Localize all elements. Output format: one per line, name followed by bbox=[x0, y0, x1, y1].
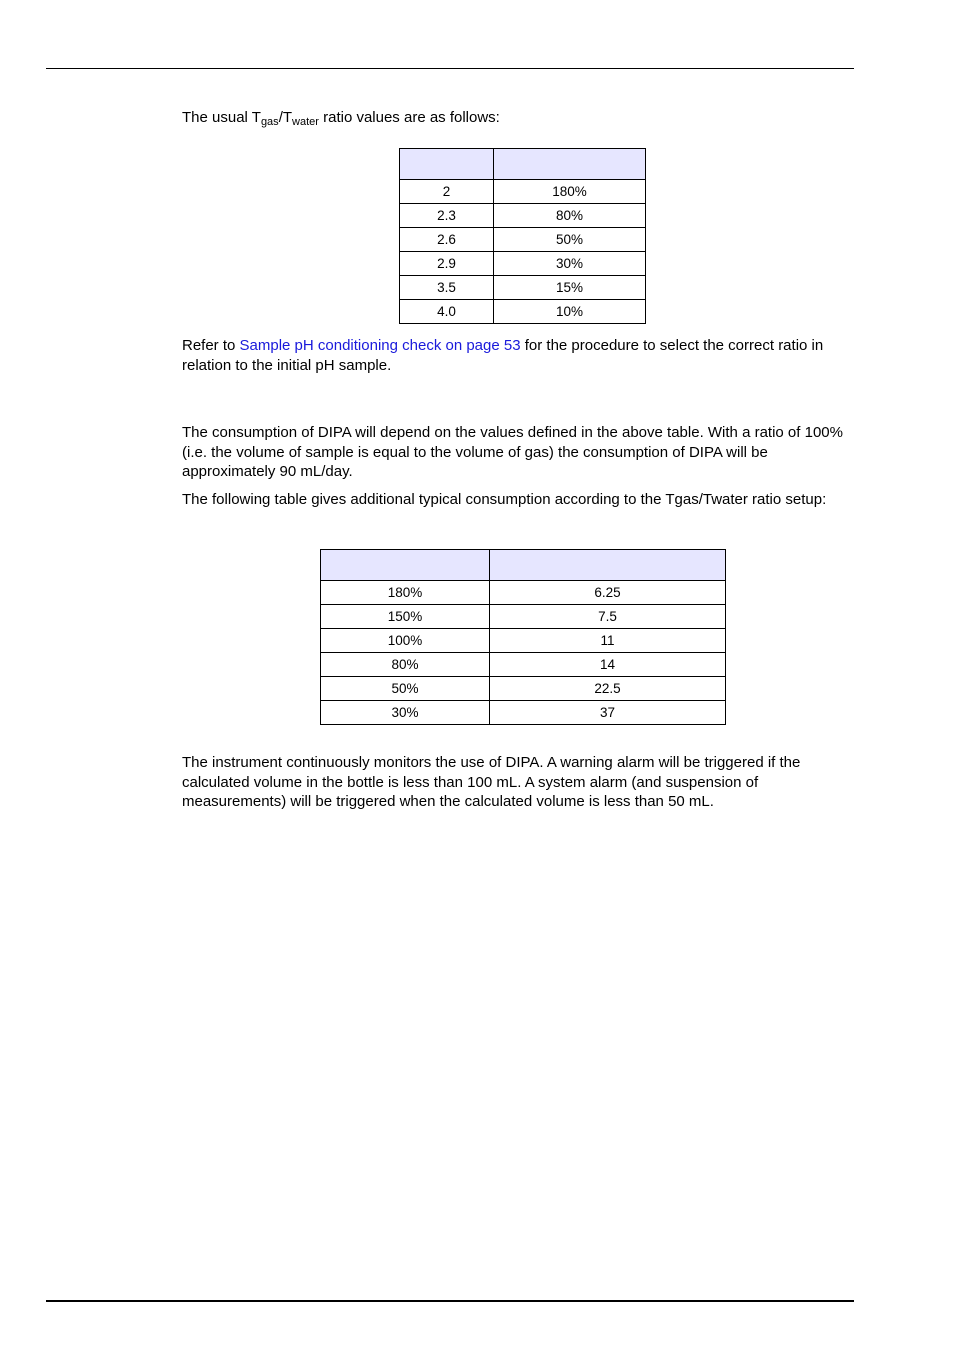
percent-cell: 10% bbox=[494, 300, 646, 324]
consumption-table-header-row bbox=[321, 550, 726, 581]
consumption-value-cell: 14 bbox=[490, 653, 726, 677]
consumption-table-header-1 bbox=[321, 550, 490, 581]
refer-paragraph bbox=[182, 336, 858, 375]
ratio-percent-cell: 50% bbox=[321, 677, 490, 701]
ratio-cell: 2 bbox=[400, 180, 494, 204]
ratio-table-header-2 bbox=[494, 149, 646, 180]
consumption-value-cell: 7.5 bbox=[490, 605, 726, 629]
table-row bbox=[400, 180, 646, 204]
table-row bbox=[400, 228, 646, 252]
table-row bbox=[321, 653, 726, 677]
ratio-intro-paragraph bbox=[182, 108, 858, 128]
sample-ph-conditioning-link[interactable]: Sample pH conditioning check on page 53 bbox=[239, 337, 521, 354]
consumption-value-cell: 11 bbox=[490, 629, 726, 653]
ratio-cell: 2.9 bbox=[400, 252, 494, 276]
table-row bbox=[321, 605, 726, 629]
ratio-cell: 3.5 bbox=[400, 276, 494, 300]
ratio-percent-cell: 150% bbox=[321, 605, 490, 629]
header-rule bbox=[46, 68, 854, 69]
consumption-table bbox=[320, 549, 726, 725]
table-row bbox=[400, 276, 646, 300]
percent-cell: 180% bbox=[494, 180, 646, 204]
alarm-paragraph: The instrument continuously monitors the use of DIPA. A warning alarm will be triggered if the calculated volume in the bottle is less than 100 mL. A system alarm (and suspension of measurements) will be triggered when the calculated volume is less than 50 mL. bbox=[182, 754, 801, 810]
table-row bbox=[321, 677, 726, 701]
ratio-percent-cell: 100% bbox=[321, 629, 490, 653]
intro-text-suffix: ratio values are as follows: bbox=[318, 109, 500, 126]
consumption-value-cell: 22.5 bbox=[490, 677, 726, 701]
refer-text-before: Refer to bbox=[182, 337, 240, 354]
footer-rule bbox=[46, 1300, 854, 1302]
intro-subscript-gas: gas bbox=[260, 116, 279, 128]
ratio-percent-cell: 30% bbox=[321, 701, 490, 725]
ratio-percent-cell: 180% bbox=[321, 581, 490, 605]
intro-text-prefix: The usual T bbox=[182, 109, 261, 126]
consumption-value-cell: 6.25 bbox=[490, 581, 726, 605]
table-row bbox=[321, 701, 726, 725]
ratio-table-header-row bbox=[400, 149, 646, 180]
following-table-paragraph: The following table gives additional typical consumption according to the Tgas/Twater ratio setup: bbox=[182, 491, 827, 508]
ratio-cell: 2.6 bbox=[400, 228, 494, 252]
ratio-table bbox=[399, 148, 646, 324]
consumption-value-cell: 37 bbox=[490, 701, 726, 725]
consumption-paragraph: The consumption of DIPA will depend on the values defined in the above table. With a ratio of 100% (i.e. the volume of sample is equal to the volume of gas) the consumption of DIPA will be approximately 90 mL/day. bbox=[182, 424, 843, 480]
ratio-cell: 2.3 bbox=[400, 204, 494, 228]
refer-text-after: for the procedure to select the correct ratio in relation to the initial pH sample. bbox=[182, 337, 824, 374]
ratio-cell: 4.0 bbox=[400, 300, 494, 324]
ratio-table-header-1 bbox=[400, 149, 494, 180]
ratio-percent-cell: 80% bbox=[321, 653, 490, 677]
table-row bbox=[400, 300, 646, 324]
table-row bbox=[400, 252, 646, 276]
intro-text-slash: /T bbox=[278, 109, 293, 126]
percent-cell: 15% bbox=[494, 276, 646, 300]
percent-cell: 80% bbox=[494, 204, 646, 228]
consumption-table-header-2 bbox=[490, 550, 726, 581]
table-row bbox=[321, 581, 726, 605]
percent-cell: 30% bbox=[494, 252, 646, 276]
percent-cell: 50% bbox=[494, 228, 646, 252]
intro-subscript-water: water bbox=[292, 116, 319, 128]
table-row bbox=[321, 629, 726, 653]
table-row bbox=[400, 204, 646, 228]
